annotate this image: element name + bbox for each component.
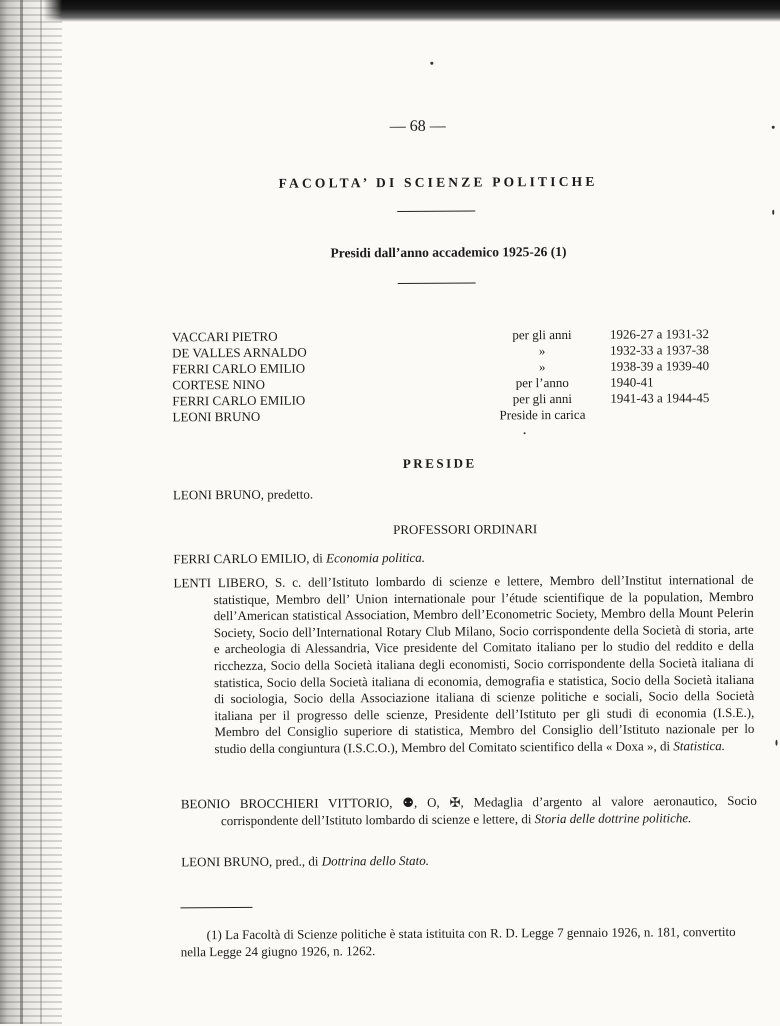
scan-speck bbox=[775, 740, 777, 746]
preside-years: 1932-33 a 1937-38 bbox=[610, 342, 710, 358]
preside-years: 1941-43 a 1944-45 bbox=[610, 390, 710, 406]
preside-name: VACCARI PIETRO bbox=[171, 328, 278, 345]
footnote: (1) La Facoltà di Scienze politiche è stata istituita con R. D. Legge 7 gennaio 1926, n. 181, convertito nella Legge 24 giugno 1926, n. 1262. bbox=[180, 923, 736, 960]
preside-period: per gli anni bbox=[512, 390, 573, 407]
title-rule bbox=[397, 211, 475, 212]
preside-name: CORTESE NINO bbox=[172, 376, 266, 393]
professor-entry bbox=[173, 572, 754, 758]
scan-speck bbox=[772, 126, 775, 129]
professor-subject: Storia delle dottrine politiche. bbox=[534, 809, 692, 826]
preside-heading: PRESIDE bbox=[402, 455, 477, 471]
scan-speck bbox=[524, 432, 526, 434]
preside-name: FERRI CARLO EMILIO bbox=[172, 360, 306, 377]
professor-name: FERRI CARLO EMILIO, di bbox=[173, 550, 327, 567]
preside-years: 1940-41 bbox=[610, 374, 654, 390]
scan-speck bbox=[772, 210, 774, 215]
scan-speck bbox=[430, 62, 433, 65]
footnote-rule bbox=[180, 907, 252, 908]
professor-name: BEONIO BROCCHIERI VITTORIO, ⚉, O, ✠, Medaglia d’argento al valore aeronautico, Socio corrispondente dell’Istituto lombardo di scienze e lettere, di bbox=[180, 792, 757, 828]
preside-name: LEONI BRUNO bbox=[172, 408, 261, 425]
preside-years: 1938-39 a 1939-40 bbox=[610, 358, 710, 374]
preside-period: » bbox=[538, 359, 546, 375]
presidi-rule bbox=[398, 283, 476, 284]
professor-subject: Statistica. bbox=[673, 737, 726, 754]
professori-heading: PROFESSORI ORDINARI bbox=[393, 521, 538, 538]
professor-entry bbox=[181, 851, 751, 871]
faculty-title: FACOLTA’ DI SCIENZE POLITICHE bbox=[278, 173, 598, 191]
preside-name: DE VALLES ARNALDO bbox=[172, 344, 307, 361]
professor-name: LEONI BRUNO, pred., di bbox=[181, 853, 322, 870]
presidi-table bbox=[0, 326, 779, 425]
professor-subject: Economia politica. bbox=[326, 549, 426, 566]
preside-period: per l’anno bbox=[515, 374, 569, 391]
preside-period: per gli anni bbox=[512, 326, 572, 343]
preside-period: » bbox=[538, 343, 546, 359]
professor-name: LENTI LIBERO, S. c. dell’Istituto lombardo di scienze e lettere, Membro dell’Institut international de statistique, Membro dell’ Union internationale pour l’étude scientifique de la population, Membro dell’American statistical Association, Membro dell’Econometric Society, Membro della Mount Pelerin Society, Socio dell’International Rotary Club Milano, Socio corrispondente della Società di storia, arte e archeologia di Alessandria, Vice presidente del Comitato italiano per lo studio del reddito e della ricchezza, Socio della Società italiana degli economisti, Socio corrispondente della Società italiana di statistica, Socio della Società italiana di economia, demografia e statistica, Socio della Società italiana di sociologia, Socio della Associazione italiana di scienze politiche e sociali, Socio della Società italiana per il progresso delle scienze, Presidente dell’Istituto per gli studi di economia (I.S.E.), Membro del Consiglio superiore di statistica, Membro del Consiglio dell’Istituto nazionale per lo studio della congiuntura (I.S.C.O.), Membro del Comitato scientifico della « Doxa », di bbox=[173, 571, 755, 757]
professor-entry bbox=[173, 548, 780, 568]
page-number: — 68 — bbox=[389, 117, 446, 136]
presidi-row bbox=[0, 406, 780, 427]
professor-entry bbox=[181, 793, 757, 830]
preside-name: FERRI CARLO EMILIO bbox=[172, 392, 306, 409]
professor-subject: Dottrina dello Stato. bbox=[321, 852, 429, 869]
preside-period: Preside in carica bbox=[499, 406, 586, 423]
presidi-heading: Presidi dall’anno accademico 1925-26 (1) bbox=[330, 243, 567, 261]
preside-entry: LEONI BRUNO, predetto. bbox=[172, 486, 314, 503]
preside-years: 1926-27 a 1931-32 bbox=[609, 326, 709, 342]
